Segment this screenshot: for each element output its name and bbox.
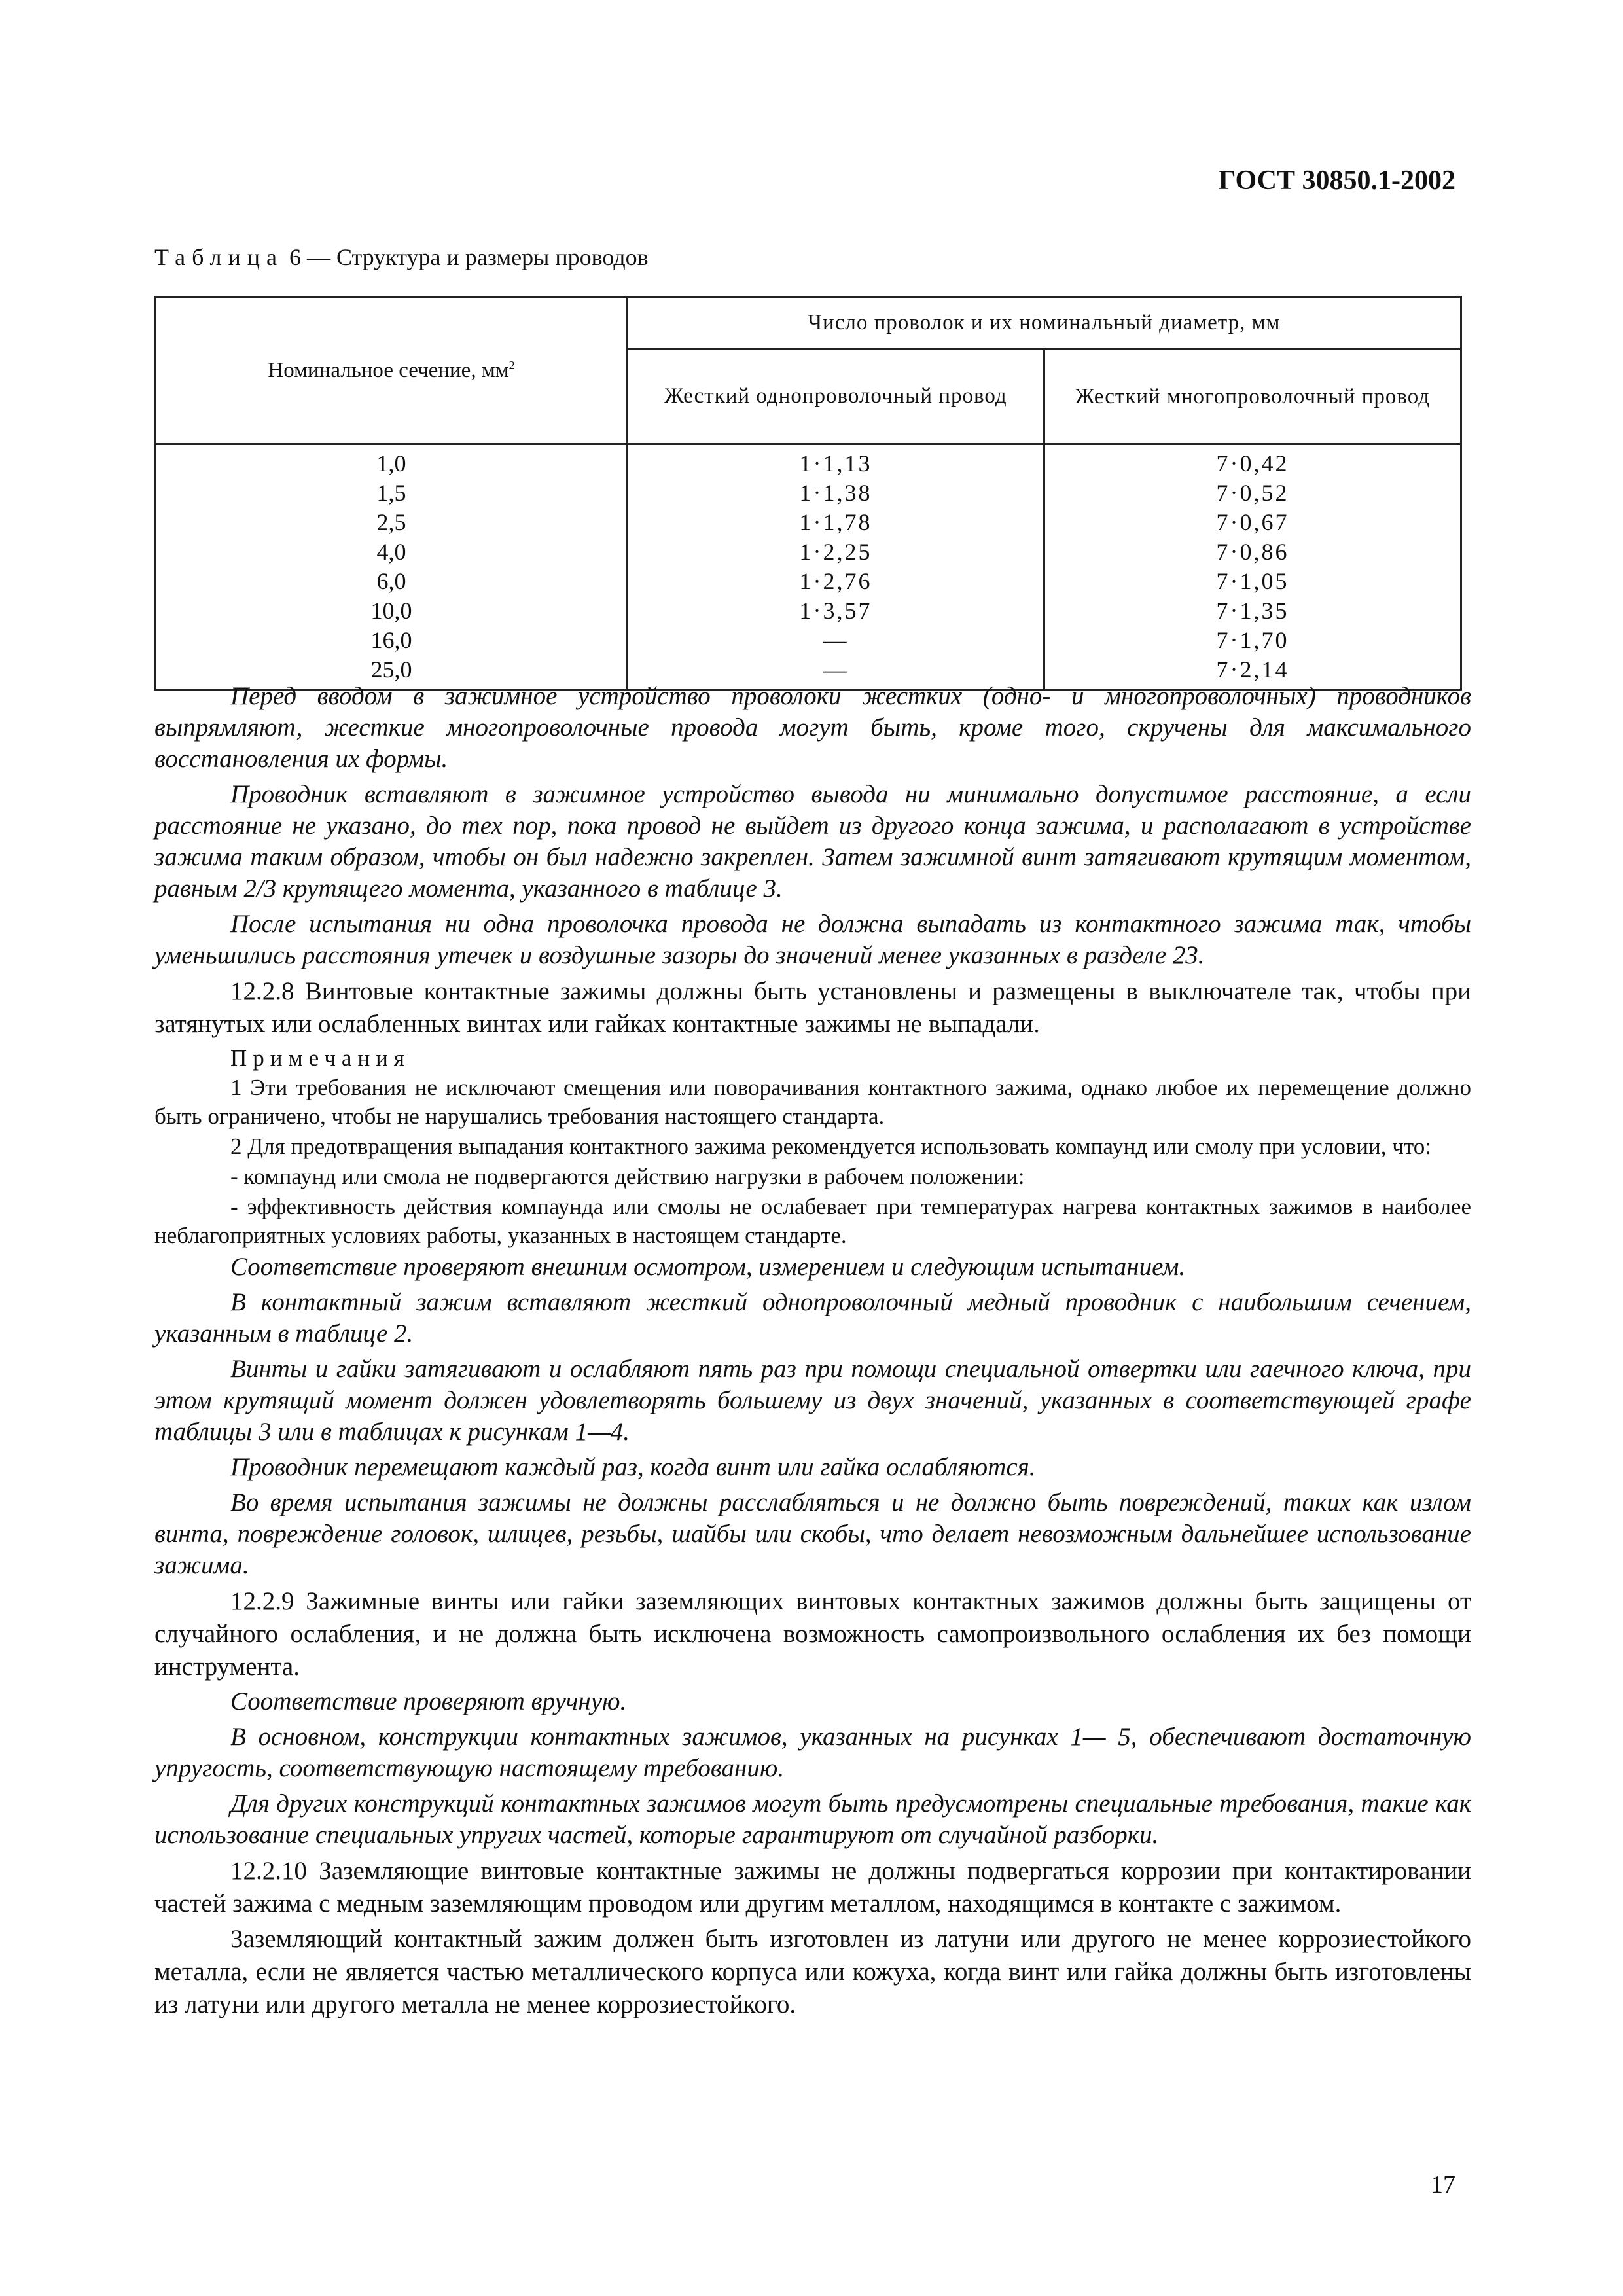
section-value: 1,0 <box>376 450 406 476</box>
single-wire-value: — <box>823 656 849 683</box>
column-header-section: Номинальное сечение, $мм^2$ <box>156 297 628 444</box>
section-value: 16,0 <box>370 627 412 653</box>
single-wire-value: 1·1,13 <box>799 450 872 476</box>
paragraph: В основном, конструкции контактных зажимов, указанных на рисунках 1— 5, обеспечивают достаточную упругость, соответствующую настоящему требованию. <box>154 1723 1471 1782</box>
multi-wire-value: 7·2,14 <box>1216 656 1289 683</box>
paragraph: В контактный зажим вставляют жесткий однопроволочный медный проводник с наибольшим сечением, указанным в таблице 2. <box>154 1288 1471 1348</box>
document-code: ГОСТ 30850.1-2002 <box>1218 166 1455 196</box>
paragraph: Перед вводом в зажимное устройство проволоки жестких (одно- и многопроволочных) проводников выпрямляют, жесткие многопроволочные провода могут быть, кроме того, скручены для максимального восстановления их формы. <box>154 682 1471 773</box>
single-wire-value: 1·1,78 <box>799 509 872 535</box>
table-caption-label: Таблица <box>154 244 283 270</box>
table-caption-title: 6 — Структура и размеры проводов <box>283 244 649 270</box>
paragraph: Винты и гайки затягивают и ослабляют пять раз при помощи специальной отвертки или гаечного ключа, при этом крутящий момент должен удовлетворять большему из двух значений, указанных в соответствующей графе таблицы 3 или в таблицах к рисункам 1—4. <box>154 1355 1471 1446</box>
note-item: 1 Эти требования не исключают смещения или поворачивания контактного зажима, однако любое их перемещение должно быть ограничено, чтобы не нарушались требования настоящего стандарта. <box>154 1075 1471 1129</box>
paragraph: Заземляющий контактный зажим должен быть изготовлен из латуни или другого не менее коррозиестойкого металла, если не является частью металлического корпуса или кожуха, когда винт или гайка должны быть изготовлены из латуни или другого металла не менее коррозиестойкого. <box>154 1925 1471 2018</box>
section-value: 2,5 <box>376 509 406 535</box>
section-value: 25,0 <box>370 656 412 683</box>
paragraph: Проводник вставляют в зажимное устройство вывода ни минимально допустимое расстояние, а если расстояние не указано, до тех пор, пока провод не выйдет из другого конца зажима, и располагают в устройстве зажима таким образом, чтобы он был надежно закреплен. Затем зажимной винт затягивают крутящим моментом, равным 2/3 крутящего момента, указанного в таблице 3. <box>154 780 1471 903</box>
multi-wire-value: 7·0,67 <box>1216 509 1289 535</box>
column-section-values <box>156 444 628 690</box>
single-wire-value: 1·2,76 <box>799 568 872 594</box>
section-value: 10,0 <box>370 598 412 624</box>
paragraph: Во время испытания зажимы не должны расслабляться и не должно быть повреждений, таких как излом винта, повреждение головок, шлицев, резьбы, шайбы или скобы, что делает невозможным дальнейшее использование зажима. <box>154 1488 1471 1579</box>
note-item: 2 Для предотвращения выпадания контактного зажима рекомендуется использовать компаунд или смолу при условии, что: <box>230 1134 1431 1159</box>
paragraph: После испытания ни одна проволочка провода не должна выпадать из контактного зажима так, чтобы уменьшились расстояния утечек и воздушные зазоры до значений менее указанных в разделе 23. <box>154 910 1471 969</box>
column-header-single: Жесткий однопроволочный провод <box>628 349 1044 444</box>
multi-wire-value: 7·0,42 <box>1216 450 1289 476</box>
note-item: - компаунд или смола не подвергаются действию нагрузки в рабочем положении: <box>230 1164 1025 1189</box>
column-multi-values <box>1044 444 1461 690</box>
clause-12-2-8: 12.2.8 Винтовые контактные зажимы должны быть установлены и размещены в выключателе так, чтобы при затянутых или ослабленных винтах или гайках контактные зажимы не выпадали. <box>154 977 1471 1038</box>
paragraph: Соответствие проверяют вручную. <box>230 1687 627 1715</box>
single-wire-value: 1·3,57 <box>799 598 872 624</box>
note-item: - эффективность действия компаунда или смолы не ослабевает при температурах нагрева контактных зажимов в наиболее неблагоприятных условиях работы, указанных в настоящем стандарте. <box>154 1194 1471 1248</box>
single-wire-value: 1·2,25 <box>799 539 872 565</box>
section-value: 1,5 <box>376 480 406 506</box>
body-text <box>154 681 1471 2024</box>
clause-12-2-10: 12.2.10 Заземляющие винтовые контактные зажимы не должны подвергаться коррозии при контактировании частей зажима с медным заземляющим проводом или другим металлом, находящимся в контакте с зажимом. <box>154 1857 1471 1918</box>
multi-wire-value: 7·0,86 <box>1216 539 1289 565</box>
single-wire-value: — <box>823 627 849 653</box>
multi-wire-value: 7·1,70 <box>1216 627 1289 653</box>
page-number: 17 <box>1431 2171 1455 2198</box>
notes-heading: Примечания <box>230 1045 411 1071</box>
wire-structure-table <box>154 296 1462 691</box>
column-single-values <box>628 444 1044 690</box>
table-caption <box>154 243 649 271</box>
multi-wire-value: 7·1,35 <box>1216 598 1289 624</box>
multi-wire-value: 7·1,05 <box>1216 568 1289 594</box>
single-wire-value: 1·1,38 <box>799 480 872 506</box>
paragraph: Для других конструкций контактных зажимов могут быть предусмотрены специальные требования, такие как использование специальных упругих частей, которые гарантируют от случайной разборки. <box>154 1789 1471 1849</box>
multi-wire-value: 7·0,52 <box>1216 480 1289 506</box>
column-header-group: Число проволок и их номинальный диаметр, мм <box>628 297 1461 349</box>
column-header-multi: Жесткий многопроволочный провод <box>1044 349 1461 444</box>
section-value: 4,0 <box>376 539 406 565</box>
section-value: 6,0 <box>376 568 406 594</box>
superscript-2: 2 <box>508 358 515 372</box>
table-body-row <box>156 444 1461 690</box>
clause-12-2-9: 12.2.9 Зажимные винты или гайки заземляющих винтовых контактных зажимов должны быть защищены от случайного ослабления, и не должна быть исключена возможность самопроизвольного ослабления их без помощи инструмента. <box>154 1587 1471 1681</box>
paragraph: Проводник перемещают каждый раз, когда винт или гайка ослабляются. <box>230 1453 1036 1481</box>
paragraph: Соответствие проверяют внешним осмотром, измерением и следующим испытанием. <box>230 1253 1186 1281</box>
